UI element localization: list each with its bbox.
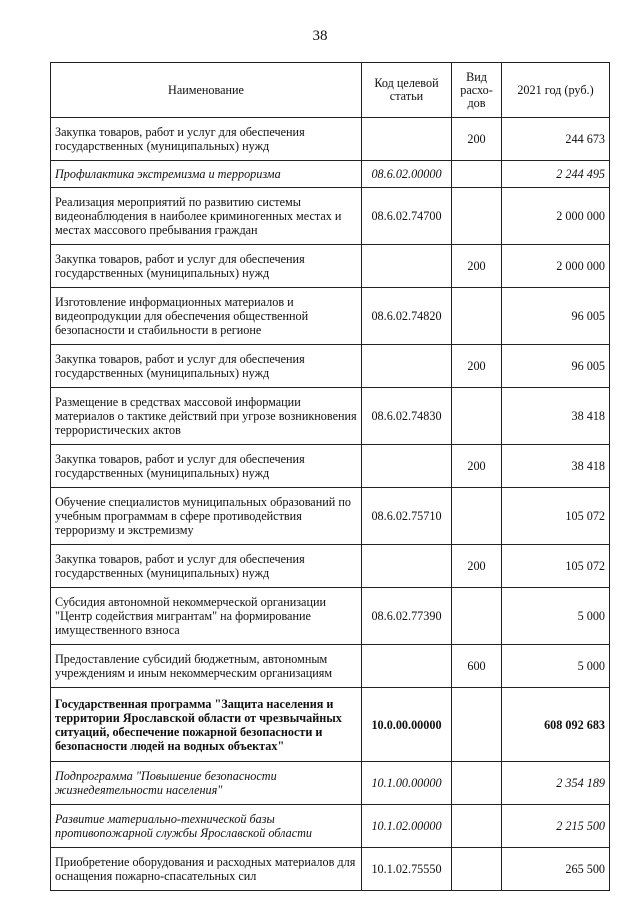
table-body bbox=[51, 118, 610, 891]
row-code-cell bbox=[362, 118, 452, 161]
row-name-cell: Предоставление субсидий бюджетным, автономным учреждениям и иным некоммерческим организациям bbox=[51, 645, 362, 688]
row-expense-type-cell: 200 bbox=[452, 445, 502, 488]
row-expense-type-cell: 200 bbox=[452, 245, 502, 288]
row-code-cell: 08.6.02.00000 bbox=[362, 161, 452, 188]
row-expense-type-cell bbox=[452, 848, 502, 891]
table-row bbox=[51, 762, 610, 805]
row-name-cell: Закупка товаров, работ и услуг для обеспечения государственных (муниципальных) нужд bbox=[51, 345, 362, 388]
row-name-cell: Закупка товаров, работ и услуг для обеспечения государственных (муниципальных) нужд bbox=[51, 245, 362, 288]
page-number: 38 bbox=[312, 28, 328, 44]
row-sum-cell: 5 000 bbox=[502, 588, 610, 645]
table-row bbox=[51, 245, 610, 288]
row-name-cell: Субсидия автономной некоммерческой организации "Центр содействия мигрантам" на формирование имущественного взноса bbox=[51, 588, 362, 645]
row-sum-cell: 2 354 189 bbox=[502, 762, 610, 805]
table-row bbox=[51, 805, 610, 848]
table-row bbox=[51, 688, 610, 762]
row-code-cell bbox=[362, 645, 452, 688]
row-code-cell bbox=[362, 245, 452, 288]
row-expense-type-cell bbox=[452, 188, 502, 245]
row-code-cell: 08.6.02.74820 bbox=[362, 288, 452, 345]
row-expense-type-cell bbox=[452, 688, 502, 762]
row-sum-cell: 2 000 000 bbox=[502, 188, 610, 245]
row-sum-cell: 96 005 bbox=[502, 345, 610, 388]
table-row bbox=[51, 161, 610, 188]
row-code-cell: 10.1.02.75550 bbox=[362, 848, 452, 891]
table-row bbox=[51, 118, 610, 161]
header-sum: 2021 год (руб.) bbox=[502, 63, 610, 118]
row-sum-cell: 608 092 683 bbox=[502, 688, 610, 762]
row-name-cell: Приобретение оборудования и расходных материалов для оснащения пожарно-спасательных сил bbox=[51, 848, 362, 891]
header-expense-type: Вид расхо-дов bbox=[452, 63, 502, 118]
row-code-cell: 08.6.02.74700 bbox=[362, 188, 452, 245]
row-sum-cell: 265 500 bbox=[502, 848, 610, 891]
row-code-cell: 10.1.02.00000 bbox=[362, 805, 452, 848]
row-name-cell: Подпрограмма "Повышение безопасности жизнедеятельности населения" bbox=[51, 762, 362, 805]
row-code-cell: 08.6.02.77390 bbox=[362, 588, 452, 645]
row-name-cell: Изготовление информационных материалов и видеопродукции для обеспечения общественной безопасности и стабильности в регионе bbox=[51, 288, 362, 345]
row-expense-type-cell bbox=[452, 388, 502, 445]
row-code-cell: 08.6.02.74830 bbox=[362, 388, 452, 445]
row-sum-cell: 105 072 bbox=[502, 488, 610, 545]
table-row bbox=[51, 545, 610, 588]
table-row bbox=[51, 445, 610, 488]
row-code-cell bbox=[362, 445, 452, 488]
table-row bbox=[51, 588, 610, 645]
row-code-cell: 10.0.00.00000 bbox=[362, 688, 452, 762]
row-name-cell: Закупка товаров, работ и услуг для обеспечения государственных (муниципальных) нужд bbox=[51, 118, 362, 161]
row-name-cell: Обучение специалистов муниципальных образований по учебным программам в сфере противодействия терроризму и экстремизму bbox=[51, 488, 362, 545]
row-sum-cell: 244 673 bbox=[502, 118, 610, 161]
row-name-cell: Закупка товаров, работ и услуг для обеспечения государственных (муниципальных) нужд bbox=[51, 545, 362, 588]
row-expense-type-cell bbox=[452, 588, 502, 645]
row-name-cell: Реализация мероприятий по развитию системы видеонаблюдения в наиболее криминогенных местах и местах массового пребывания граждан bbox=[51, 188, 362, 245]
row-name-cell: Профилактика экстремизма и терроризма bbox=[51, 161, 362, 188]
row-sum-cell: 5 000 bbox=[502, 645, 610, 688]
row-expense-type-cell: 200 bbox=[452, 118, 502, 161]
table-row bbox=[51, 645, 610, 688]
table-header-row bbox=[51, 63, 610, 118]
table-row bbox=[51, 388, 610, 445]
header-name: Наименование bbox=[51, 63, 362, 118]
row-expense-type-cell: 200 bbox=[452, 545, 502, 588]
row-sum-cell: 105 072 bbox=[502, 545, 610, 588]
row-sum-cell: 2 244 495 bbox=[502, 161, 610, 188]
budget-table bbox=[50, 62, 610, 891]
table-row bbox=[51, 848, 610, 891]
table-row bbox=[51, 345, 610, 388]
row-expense-type-cell bbox=[452, 161, 502, 188]
row-sum-cell: 2 000 000 bbox=[502, 245, 610, 288]
table-row bbox=[51, 288, 610, 345]
row-expense-type-cell: 600 bbox=[452, 645, 502, 688]
table-row bbox=[51, 488, 610, 545]
row-code-cell bbox=[362, 345, 452, 388]
row-name-cell: Размещение в средствах массовой информации материалов о тактике действий при угрозе возникновения террористических актов bbox=[51, 388, 362, 445]
header-code: Код целевой статьи bbox=[362, 63, 452, 118]
row-expense-type-cell bbox=[452, 288, 502, 345]
row-code-cell: 08.6.02.75710 bbox=[362, 488, 452, 545]
row-expense-type-cell bbox=[452, 488, 502, 545]
row-sum-cell: 96 005 bbox=[502, 288, 610, 345]
row-sum-cell: 2 215 500 bbox=[502, 805, 610, 848]
row-expense-type-cell bbox=[452, 762, 502, 805]
table-row bbox=[51, 188, 610, 245]
row-name-cell: Государственная программа "Защита населения и территории Ярославской области от чрезвычайных ситуаций, обеспечение пожарной безопасности и безопасности людей на водных объектах" bbox=[51, 688, 362, 762]
row-code-cell: 10.1.00.00000 bbox=[362, 762, 452, 805]
row-name-cell: Развитие материально-технической базы противопожарной службы Ярославской области bbox=[51, 805, 362, 848]
row-sum-cell: 38 418 bbox=[502, 445, 610, 488]
row-code-cell bbox=[362, 545, 452, 588]
row-name-cell: Закупка товаров, работ и услуг для обеспечения государственных (муниципальных) нужд bbox=[51, 445, 362, 488]
row-expense-type-cell: 200 bbox=[452, 345, 502, 388]
row-sum-cell: 38 418 bbox=[502, 388, 610, 445]
row-expense-type-cell bbox=[452, 805, 502, 848]
